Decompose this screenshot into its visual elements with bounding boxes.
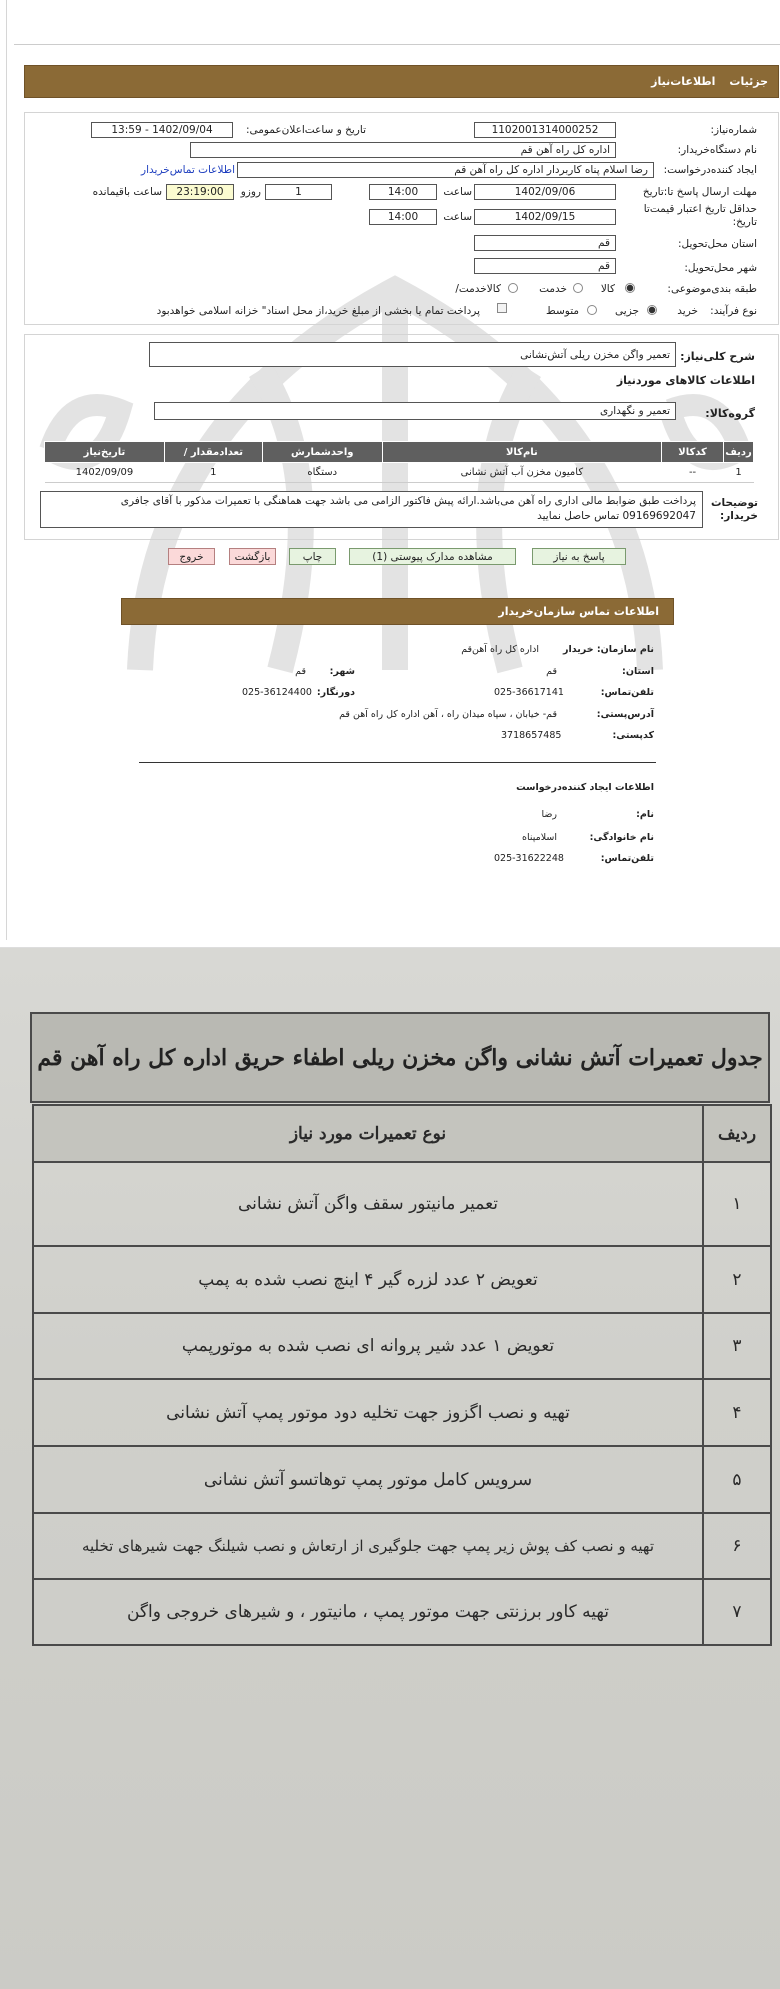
tab-details[interactable]: جزئیات xyxy=(729,75,768,88)
cell-date: 1402/09/09 xyxy=(45,463,165,483)
days-remaining-field: 1 xyxy=(265,184,332,200)
table-row xyxy=(45,463,754,483)
creator-info-title: اطلاعات ایجاد کننده‌درخواست xyxy=(516,782,654,793)
contact-fax-value: 025-36124400 xyxy=(242,687,312,698)
col-code: کدکالا xyxy=(662,442,724,463)
category-label: طبقه بندی‌موضوعی: xyxy=(667,283,757,295)
repair-row-number: ۷ xyxy=(703,1579,771,1645)
table-row xyxy=(33,1379,771,1446)
contact-address-value: قم- خیابان ، سپاه میدان راه ، آهن اداره کل راه آهن قم xyxy=(339,709,557,720)
goods-table xyxy=(44,441,754,483)
province-field: قم xyxy=(474,235,616,251)
treasury-payment-checkbox[interactable] xyxy=(497,303,507,313)
buyer-notes-box xyxy=(40,491,703,528)
validity-time-label: ساعت xyxy=(443,211,472,223)
process-type-label: نوع فرآیند: xyxy=(710,305,757,317)
contact-divider xyxy=(139,762,656,763)
repair-row-number: ۶ xyxy=(703,1513,771,1579)
table-row xyxy=(33,1313,771,1379)
contact-city-label: شهر: xyxy=(329,666,355,677)
announce-date-label: تاریخ و ساعت‌اعلان‌عمومی: xyxy=(245,124,366,136)
cell-code: -- xyxy=(662,463,724,483)
tender-page xyxy=(0,0,780,948)
postal-code-label: کد‌پستی: xyxy=(612,730,654,741)
repair-row-text: تهیه و نصب اگزوز جهت تخلیه دود موتور پمپ آتش نشانی xyxy=(33,1379,703,1446)
process-purchase-label: خرید xyxy=(677,305,698,317)
creator-field: رضا اسلام پناه کاربردار اداره کل راه آهن قم xyxy=(237,162,654,178)
category-goods-radio[interactable] xyxy=(625,283,635,293)
repair-col-type: نوع تعمیرات مورد نیاز xyxy=(33,1105,703,1162)
cell-qty: 1 xyxy=(164,463,262,483)
summary-label: شرح کلی‌نیاز: xyxy=(680,350,755,363)
view-attachments-button[interactable]: مشاهده مدارک پیوستی (1) xyxy=(349,548,516,565)
buyer-contact-title: اطلاعات تماس سازمان‌خریدار xyxy=(498,605,659,618)
scan-title: جدول تعمیرات آتش نشانی واگن مخزن ریلی اطفاء حریق اداره کل راه آهن قم xyxy=(30,1012,770,1103)
scanned-repair-document xyxy=(0,948,780,1989)
time-remaining-field: 23:19:00 xyxy=(166,184,234,200)
col-row: ردیف xyxy=(724,442,754,463)
print-button[interactable]: چاپ xyxy=(289,548,336,565)
need-number-label: شماره‌نیاز: xyxy=(710,124,757,136)
category-goods-label: کالا xyxy=(600,283,615,295)
process-medium-radio[interactable] xyxy=(587,305,597,315)
buyer-contact-link[interactable]: اطلاعات تماس‌خریدار xyxy=(141,164,235,176)
deadline-time-label: ساعت xyxy=(443,186,472,198)
contact-phone-value: 025-36617141 xyxy=(494,687,564,698)
category-goods-service-label: کالاخدمت/ xyxy=(455,283,501,295)
goods-group-field: تعمیر و نگهداری xyxy=(154,402,676,420)
repair-row-number: ۴ xyxy=(703,1379,771,1446)
repair-row-text: سرویس کامل موتور پمپ توهاتسو آتش نشانی xyxy=(33,1446,703,1513)
repair-col-row: ردیف xyxy=(703,1105,771,1162)
tab-need-info[interactable]: اطلاعات‌نیاز xyxy=(651,75,716,88)
creator-family-label: نام خانوادگی: xyxy=(589,832,654,843)
table-row xyxy=(33,1246,771,1313)
postal-code-value: 3718657485 xyxy=(501,730,562,741)
time-remaining-label: ساعت باقیمانده xyxy=(92,186,162,198)
goods-info-title: اطلاعات کالاهای موردنیاز xyxy=(616,374,755,387)
city-label: شهر محل‌تحویل: xyxy=(684,262,757,274)
col-unit: واحدشمارش xyxy=(262,442,382,463)
validity-date-field: 1402/09/15 xyxy=(474,209,616,225)
details-header-bar xyxy=(24,65,779,98)
creator-family-value: اسلامپناه xyxy=(522,832,557,843)
cell-unit: دستگاه xyxy=(262,463,382,483)
org-name-label: نام سازمان: خریدار xyxy=(563,644,654,655)
creator-phone-label: تلفن‌تماس: xyxy=(600,853,654,864)
buyer-org-field: اداره کل راه آهن قم xyxy=(190,142,616,158)
contact-province-value: قم xyxy=(546,666,557,677)
col-name: نام‌کالا xyxy=(382,442,661,463)
province-label: استان محل‌تحویل: xyxy=(677,238,757,250)
goods-group-label: گروه‌کالا: xyxy=(705,407,755,420)
repair-table xyxy=(32,1104,772,1646)
repair-row-number: ۵ xyxy=(703,1446,771,1513)
contact-city-value: قم xyxy=(295,666,306,677)
buyer-notes-line2: 09169692047 تماس حاصل نمایید xyxy=(537,510,696,522)
process-medium-label: متوسط xyxy=(546,305,579,317)
creator-name-label: نام: xyxy=(636,809,654,820)
exit-button[interactable]: خروج xyxy=(168,548,215,565)
top-divider xyxy=(14,44,780,45)
repair-row-text: تعمیر مانیتور سقف واگن آتش نشانی xyxy=(33,1162,703,1246)
table-row xyxy=(33,1579,771,1645)
validity-label: حداقل تاریخ اعتبار قیمت‌تا xyxy=(643,203,757,215)
buyer-contact-header xyxy=(121,598,674,625)
validity-label-2: تاریخ: xyxy=(732,216,757,228)
deadline-label: مهلت ارسال پاسخ تا:تاریخ xyxy=(642,186,757,198)
process-minor-label: جزیی xyxy=(615,305,639,317)
repair-row-text: تعویض ۲ عدد لزره گیر ۴ اینچ نصب شده به پمپ xyxy=(33,1246,703,1313)
deadline-time-field: 14:00 xyxy=(369,184,437,200)
respond-button[interactable]: پاسخ به نیاز xyxy=(532,548,626,565)
city-field: قم xyxy=(474,258,616,274)
days-label: روزو xyxy=(240,186,261,198)
repair-row-text: تهیه و نصب کف پوش زیر پمپ جهت جلوگیری از ارتعاش و نصب شیلنگ جهت شیرهای تخلیه xyxy=(33,1513,703,1579)
deadline-date-field: 1402/09/06 xyxy=(474,184,616,200)
repair-row-text: تعویض ۱ عدد شیر پروانه ای نصب شده به موتورپمپ xyxy=(33,1313,703,1379)
contact-province-label: استان: xyxy=(622,666,654,677)
org-name-value: اداره کل راه آهن‌قم xyxy=(461,644,539,655)
need-number-field: 1102001314000252 xyxy=(474,122,616,138)
buyer-notes-label: توضیحات خریدار: xyxy=(710,497,758,522)
repair-row-text: تهیه کاور برزنتی جهت موتور پمپ ، مانیتور ، و شیرهای خروجی واگن xyxy=(33,1579,703,1645)
creator-phone-value: 025-31622248 xyxy=(494,853,564,864)
buyer-org-label: نام دستگاه‌خریدار: xyxy=(677,144,757,156)
summary-field: تعمیر واگن مخزن ریلی آتش‌نشانی xyxy=(149,342,676,367)
contact-phone-label: تلفن‌تماس: xyxy=(600,687,654,698)
col-date: تاریخ‌نیاز xyxy=(45,442,165,463)
creator-name-value: رضا xyxy=(541,809,557,820)
process-minor-radio[interactable] xyxy=(647,305,657,315)
validity-time-field: 14:00 xyxy=(369,209,437,225)
repair-row-number: ۲ xyxy=(703,1246,771,1313)
category-goods-service-radio[interactable] xyxy=(508,283,518,293)
back-button[interactable]: بازگشت xyxy=(229,548,276,565)
creator-label: ایجاد کننده‌درخواست: xyxy=(663,164,757,176)
contact-address-label: آدرس‌پستی: xyxy=(596,709,654,720)
category-service-label: خدمت xyxy=(539,283,567,295)
treasury-payment-note: پرداخت تمام یا بخشی از مبلغ خرید،از محل اسناد" خزانه اسلامی خواهد‌بود xyxy=(156,305,480,317)
col-qty: تعدادمقدار / xyxy=(164,442,262,463)
buyer-notes-line1: پرداخت طبق ضوابط مالی اداری راه آهن می‌باشد.ارائه پیش فاکتور الزامی می باشد جهت هماهنگی با تعمیرات مذکور با آقای جافری xyxy=(120,495,696,507)
category-service-radio[interactable] xyxy=(573,283,583,293)
contact-fax-label: دورنگار: xyxy=(316,687,355,698)
table-row xyxy=(33,1162,771,1246)
repair-row-number: ۳ xyxy=(703,1313,771,1379)
cell-name: کامیون مخزن آب آتش نشانی xyxy=(382,463,661,483)
announce-date-field: 1402/09/04 - 13:59 xyxy=(91,122,233,138)
cell-row: 1 xyxy=(724,463,754,483)
repair-row-number: ۱ xyxy=(703,1162,771,1246)
left-divider xyxy=(6,0,7,940)
table-row xyxy=(33,1446,771,1513)
table-row xyxy=(33,1513,771,1579)
